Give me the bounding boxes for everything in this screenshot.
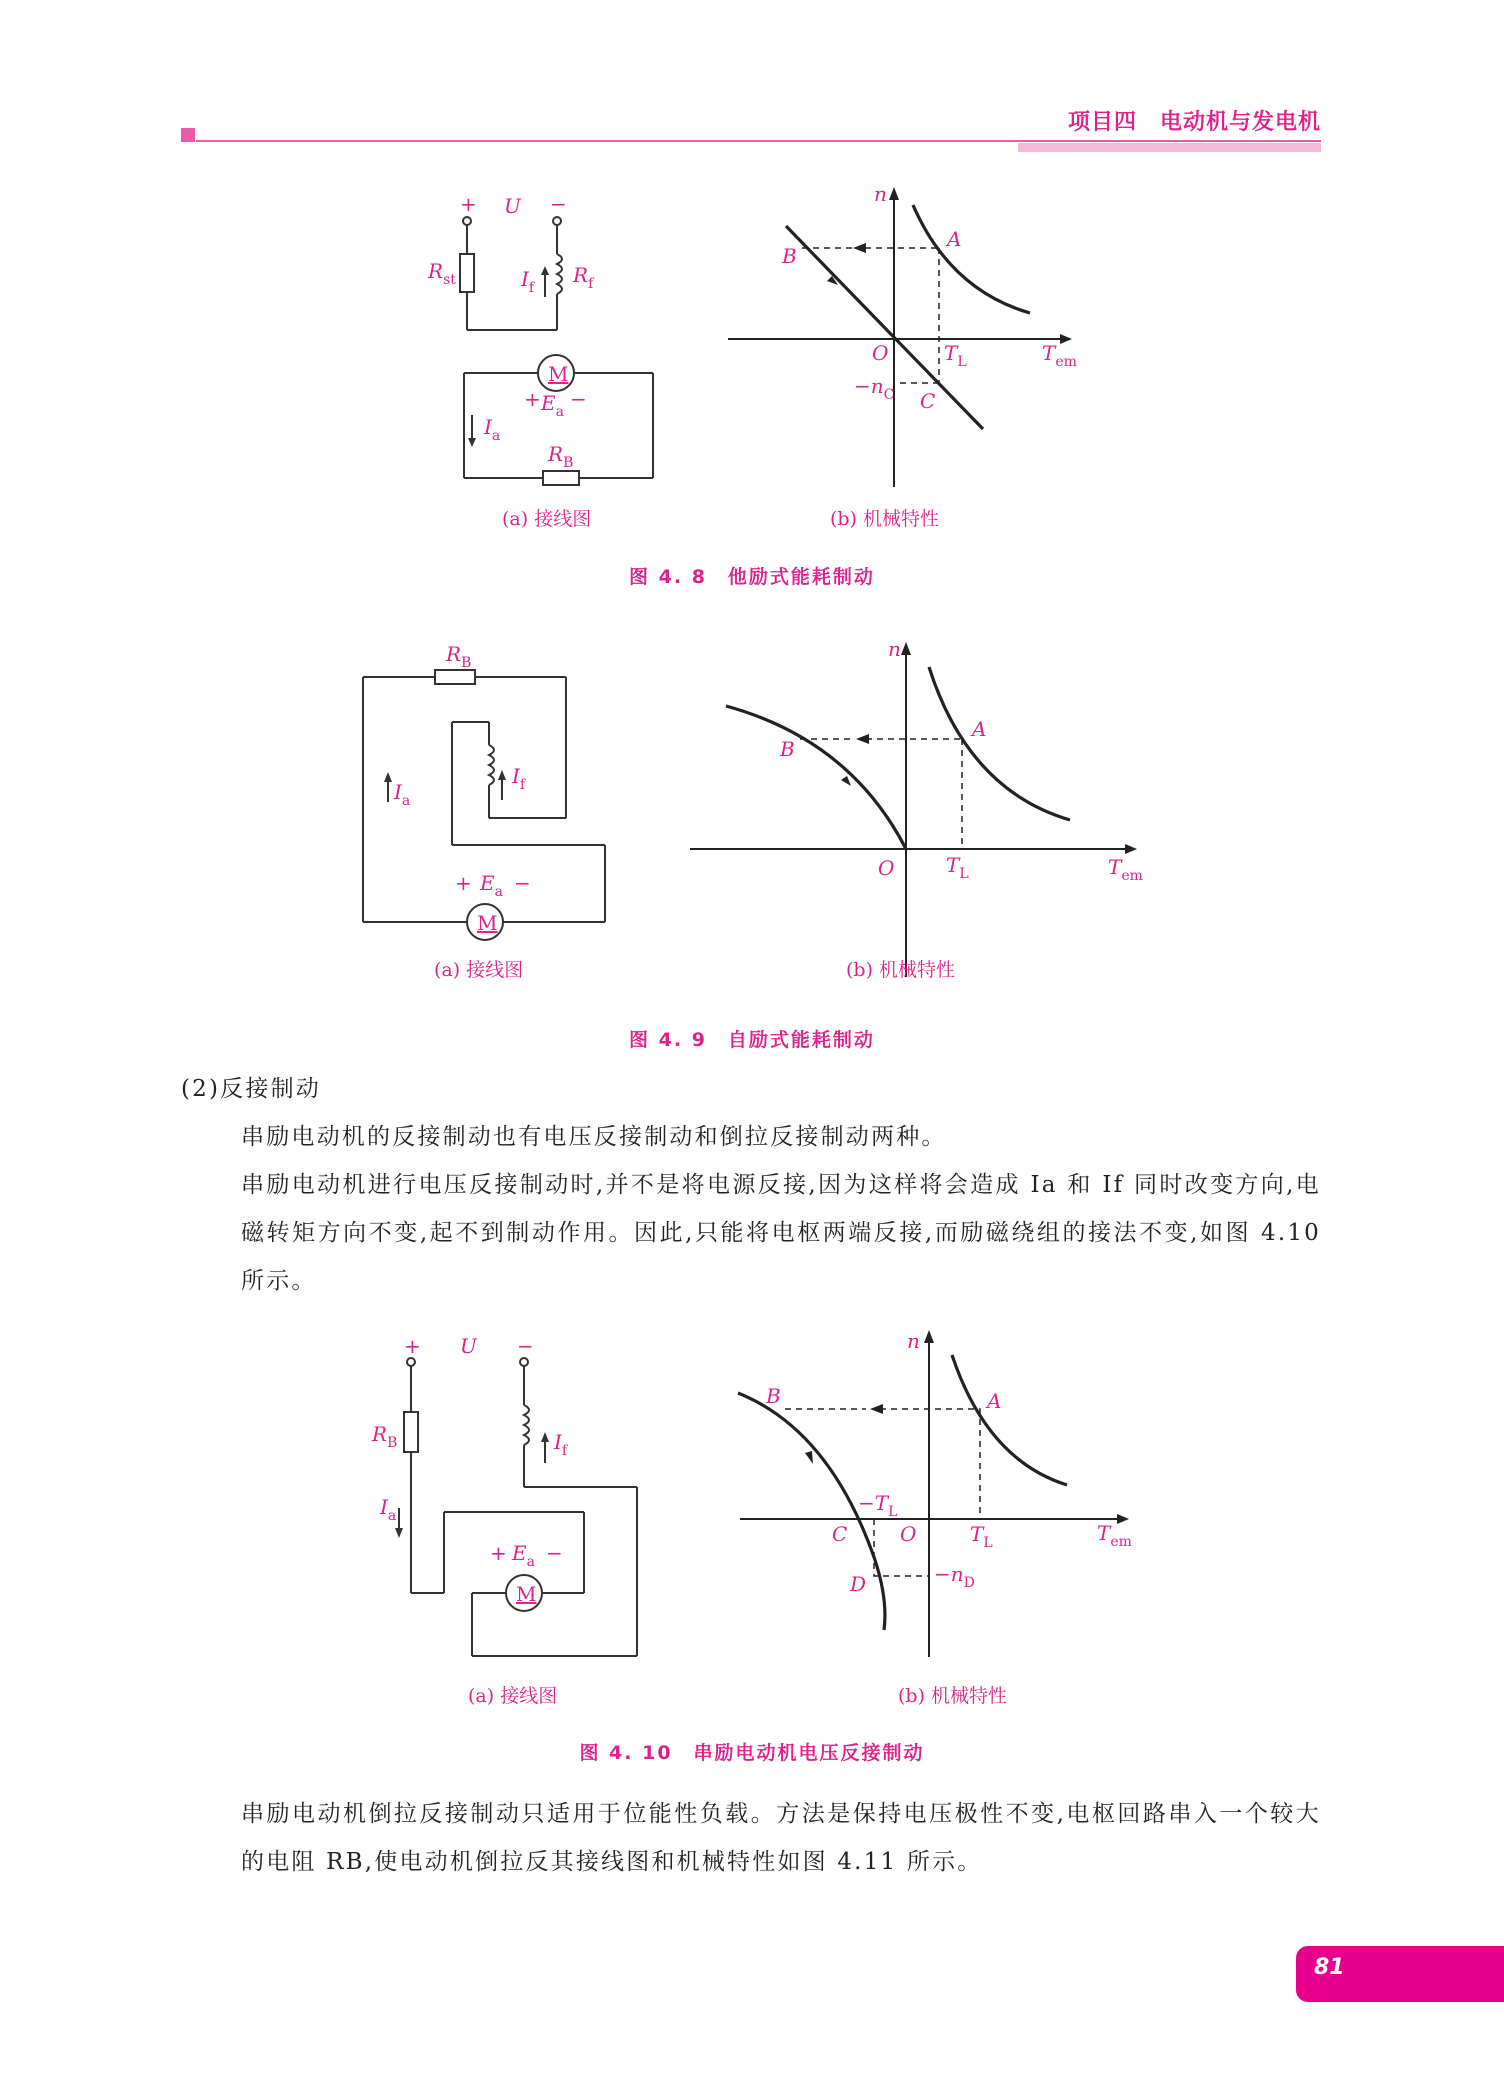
n-axis: n [907,1329,920,1353]
body-text-block [181,1065,1321,1305]
rb-subscript: B [563,455,574,471]
svg-text:TL [944,341,967,370]
tem-symbol: T [1042,341,1056,365]
ia-subscript: a [401,793,411,809]
if-symbol: I [554,1430,562,1454]
rf-symbol: R [573,263,589,287]
point-c: C [920,389,936,413]
svg-text:−nD [934,1562,975,1591]
rst-symbol: R [428,259,444,283]
if-subscript: f [519,777,526,793]
caption-b: (b) 机械特性 [846,959,956,981]
tem-subscript: em [1121,868,1143,884]
running-header: 项目四 电动机与发电机 [1067,110,1321,135]
point-b: B [782,244,797,268]
nc-symbol: −n [854,374,884,398]
ea-symbol: E [480,871,495,895]
tem-symbol: T [1108,855,1122,879]
supply-minus: − [550,192,567,216]
figure-4-9 [0,630,1504,990]
ea-plus: + [490,1541,507,1565]
figure-title-4-8: 图 4. 8 他励式能耗制动 [629,566,875,588]
ea-symbol: E [512,1541,527,1565]
supply-minus: − [517,1334,534,1358]
point-d: D [850,1572,867,1596]
body-text-block-2 [181,1790,1321,1886]
point-c: C [832,1522,848,1546]
tl-symbol: T [946,853,960,877]
figure-title-4-10: 图 4. 10 串励电动机电压反接制动 [579,1742,925,1764]
subheading: (2)反接制动 [181,1076,321,1102]
svg-text:RB [371,1422,397,1451]
svg-text:RB [547,442,573,471]
motor-symbol: M [548,362,569,386]
voltage-label: U [460,1334,477,1358]
ia-symbol: I [394,780,402,804]
supply-plus: + [404,1334,421,1358]
svg-text:If [553,1430,569,1459]
paragraph-1: 串励电动机的反接制动也有电压反接制动和倒拉反接制动两种。 [241,1124,947,1150]
rb-subscript: B [387,1435,398,1451]
svg-text:TL [970,1522,993,1551]
rf-subscript: f [588,276,594,292]
ea-subscript: a [555,404,564,420]
mtl-symbol: −T [858,1491,889,1515]
svg-text:−TL [858,1491,897,1520]
svg-text:Rst [427,259,456,288]
caption-b: (b) 机械特性 [898,1685,1008,1707]
paragraph-2: 串励电动机进行电压反接制动时,并不是将电源反接,因为这样将会造成 Ia 和 If 同时改变方向,电磁转矩方向不变,起不到制动作用。因此,只能将电枢两端反接,而励磁绕组的接法不变,如图 4.10 所示。 [241,1172,1321,1294]
motor-symbol: M [516,1582,537,1606]
point-a: A [972,717,987,741]
if-symbol: I [521,267,529,291]
ea-plus: + [455,871,472,895]
svg-text:Ea [540,391,564,420]
svg-text:Ea [511,1541,535,1570]
caption-a: (a) 接线图 [468,1685,558,1707]
n-axis: n [888,637,901,661]
supply-plus: + [460,192,477,216]
point-b: B [780,737,795,761]
tl-subscript: L [957,354,967,370]
caption-a: (a) 接线图 [434,959,524,981]
ia-symbol: I [484,415,492,439]
tl-symbol: T [944,341,958,365]
caption-a: (a) 接线图 [502,508,592,530]
point-a: A [947,227,962,251]
motor-symbol: M [477,911,498,935]
point-a: A [987,1389,1002,1413]
ia-subscript: a [387,1508,397,1524]
ea-minus: − [570,387,587,411]
tl-subscript: L [959,866,969,882]
rb-symbol: R [372,1422,388,1446]
nc-subscript: C [883,387,895,403]
nd-symbol: −n [934,1562,964,1586]
if-symbol: I [512,764,520,788]
point-b: B [766,1384,781,1408]
ea-minus: − [546,1541,563,1565]
ia-symbol: I [380,1495,388,1519]
tem-subscript: em [1110,1534,1132,1550]
voltage-label: U [504,194,521,218]
paragraph-3: 串励电动机倒拉反接制动只适用于位能性负载。方法是保持电压极性不变,电枢回路串入一个较大的电阻 RB,使电动机倒拉反其接线图和机械特性如图 4.11 所示。 [241,1801,1321,1875]
svg-text:Tem [1042,341,1077,370]
if-subscript: f [528,280,535,296]
svg-text:Ia [379,1495,396,1524]
page-number: 81 [1314,1955,1345,1980]
tl-symbol: T [970,1522,984,1546]
rb-symbol: R [548,442,564,466]
ea-symbol: E [541,391,556,415]
rb-symbol: R [446,642,462,666]
ia-subscript: a [491,428,501,444]
origin: O [900,1522,917,1546]
header-marker [181,128,195,142]
if-subscript: f [561,1443,568,1459]
n-axis: n [874,182,887,206]
tem-subscript: em [1055,354,1077,370]
svg-text:Ia [483,415,500,444]
ea-minus: − [514,871,531,895]
svg-text:Ea [479,871,503,900]
rst-subscript: st [443,272,456,288]
tem-symbol: T [1097,1521,1111,1545]
svg-text:RB [445,642,471,671]
figure-title-4-9: 图 4. 9 自励式能耗制动 [629,1029,875,1051]
svg-text:−nC [854,374,894,403]
svg-text:TL [946,853,969,882]
tl-subscript: L [983,1535,993,1551]
svg-text:Rf [572,263,595,292]
origin: O [872,341,889,365]
origin: O [878,856,895,880]
svg-text:Tem [1108,855,1143,884]
ea-plus: + [524,387,541,411]
header-band [1018,143,1321,152]
header-rule [196,140,1321,142]
mtl-subscript: L [888,1504,898,1520]
svg-text:If [511,764,527,793]
rb-subscript: B [461,655,472,671]
caption-b: (b) 机械特性 [830,508,940,530]
figure-4-10 [0,1320,1504,1760]
svg-text:If [520,267,536,296]
ea-subscript: a [494,884,503,900]
svg-text:Ia [393,780,410,809]
svg-text:Tem [1097,1521,1132,1550]
nd-subscript: D [963,1575,975,1591]
ea-subscript: a [526,1554,535,1570]
